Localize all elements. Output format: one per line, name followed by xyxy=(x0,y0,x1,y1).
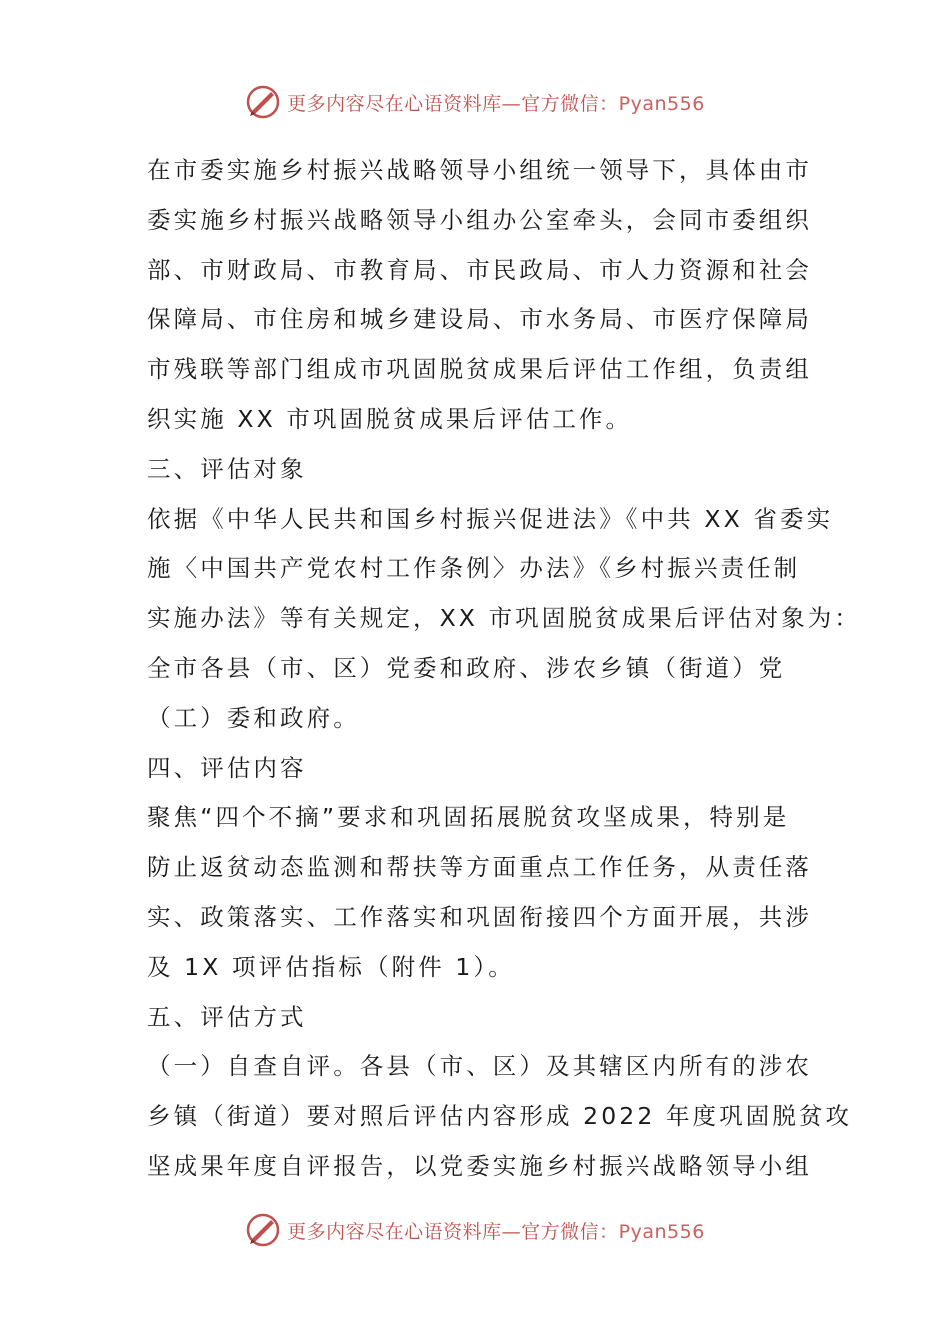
body-line: 委实施乡村振兴战略领导小组办公室牵头，会同市委组织 xyxy=(147,205,812,234)
pen-logo-icon xyxy=(245,1212,281,1248)
body-line: 坚成果年度自评报告，以党委实施乡村振兴战略领导小组 xyxy=(147,1151,812,1180)
body-line: （一）自查自评。各县（市、区）及其辖区内所有的涉农 xyxy=(147,1052,812,1081)
header-watermark xyxy=(0,82,950,122)
body-line: 全市各县（市、区）党委和政府、涉农乡镇（街道）党 xyxy=(147,653,786,682)
body-line: 依据《中华人民共和国乡村振兴促进法》《中共 XX 省委实 xyxy=(147,504,834,533)
body-line: 织实施 XX 市巩固脱贫成果后评估工作。 xyxy=(147,404,633,433)
section-heading: 五、评估方式 xyxy=(147,1002,307,1031)
body-line: 实施办法》等有关规定，XX 市巩固脱贫成果后评估对象为： xyxy=(147,604,861,633)
body-line: 及 1X 项评估指标（附件 1）。 xyxy=(147,952,515,981)
document-body xyxy=(147,146,861,1192)
body-line: （工）委和政府。 xyxy=(147,703,360,732)
body-line: 部、市财政局、市教育局、市民政局、市人力资源和社会 xyxy=(147,255,812,284)
body-line: 保障局、市住房和城乡建设局、市水务局、市医疗保障局 xyxy=(147,305,812,334)
body-line: 在市委实施乡村振兴战略领导小组统一领导下，具体由市 xyxy=(147,156,812,184)
section-heading: 三、评估对象 xyxy=(147,454,307,483)
watermark-text: 更多内容尽在心语资料库—官方微信：Pyan556 xyxy=(287,1220,705,1243)
body-line: 聚焦“四个不摘”要求和巩固拓展脱贫攻坚成果，特别是 xyxy=(147,803,790,832)
section-heading: 四、评估内容 xyxy=(147,753,307,782)
body-line: 实、政策落实、工作落实和巩固衔接四个方面开展，共涉 xyxy=(147,902,812,931)
body-line: 乡镇（街道）要对照后评估内容形成 2022 年度巩固脱贫攻 xyxy=(147,1102,853,1131)
body-line: 施〈中国共产党农村工作条例〉办法》《乡村振兴责任制 xyxy=(147,554,801,583)
body-line: 市残联等部门组成市巩固脱贫成果后评估工作组，负责组 xyxy=(147,355,812,384)
watermark-text: 更多内容尽在心语资料库—官方微信：Pyan556 xyxy=(287,92,705,115)
pen-logo-icon xyxy=(245,84,281,120)
body-line: 防止返贫动态监测和帮扶等方面重点工作任务，从责任落 xyxy=(147,853,812,882)
footer-watermark xyxy=(0,1210,950,1250)
